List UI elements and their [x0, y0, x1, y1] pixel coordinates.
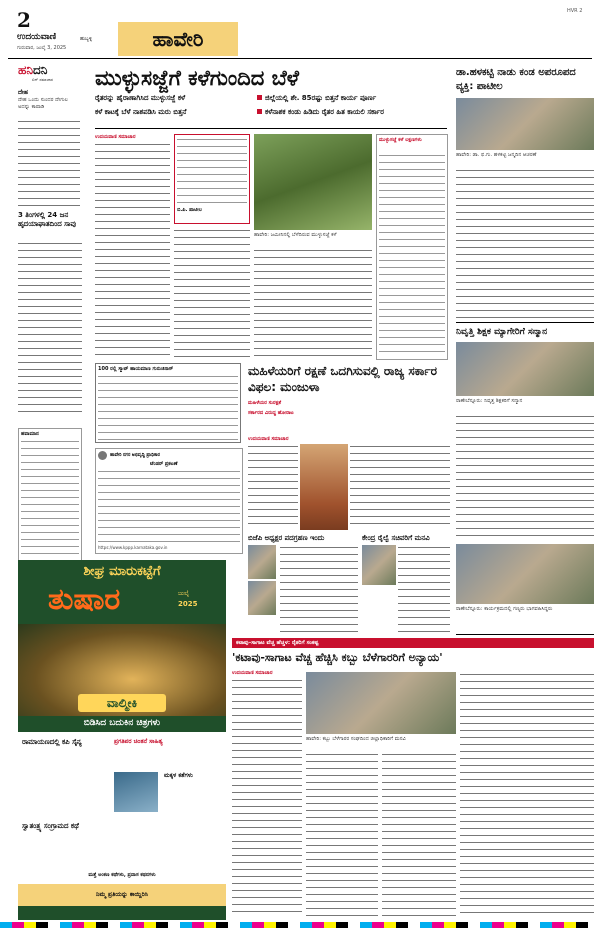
date-line: ಗುರುವಾರ, ಜುಲೈ 3, 2025 — [17, 45, 67, 51]
right-rule-1 — [456, 322, 594, 323]
subhead-bullet-2 — [257, 109, 262, 114]
tushara-strap: ಬಿಡಿಸಿದ ಬದುಕಿನ ಚಿತ್ರಗಳು — [83, 718, 161, 728]
right-story2-body — [456, 414, 594, 540]
bjp-headline: ಬಿಜೆಪಿ ಅಧ್ಯಕ್ಷರ ಪದಗ್ರಹಣ ಇಂದು — [248, 534, 325, 542]
right-caption-2: ರಾಣೇಬೆನ್ನೂರು: ನಿವೃತ್ತ ಶಿಕ್ಷಕರಿಗೆ ಸನ್ಮಾನ — [456, 398, 523, 404]
tender-org: ಹಾವೇರಿ ನಗರ ಅಭಿವೃದ್ಧಿ ಪ್ರಾಧಿಕಾರ — [110, 453, 161, 458]
lead-photo — [254, 134, 372, 230]
tushara-bottom: ಮತ್ತೆ ಅಂಕಣ ಕಥೆಗಳು, ಪ್ರವಾಸ ಕಥನಗಳು — [88, 872, 156, 878]
ad-strip-body — [98, 374, 238, 440]
railway-headline: ಕೇಂದ್ರ ರೈಲ್ವೆ ಸಚಿವರಿಗೆ ಮನವಿ — [362, 534, 430, 542]
lead-subheads — [95, 94, 447, 128]
tushara-promo-1: ರಾಮಾಯಣದಲ್ಲಿ ಕಪಿ ಸೈನ್ಯ — [22, 738, 82, 746]
railway-photo — [362, 545, 396, 585]
bottom-photo — [306, 672, 456, 734]
brand-name: ಉದಯವಾಣಿ — [17, 32, 57, 42]
right-photo-3 — [456, 544, 594, 604]
lead-col-1 — [95, 142, 170, 360]
women-col-1 — [248, 444, 298, 530]
lead-headline: ಮುಳ್ಳುಸಜ್ಜೆಗೆ ಕಳೆಗುಂದಿದ ಬೆಳೆ — [95, 66, 299, 90]
subhead-bullet-1 — [257, 95, 262, 100]
sidebar-logo — [18, 63, 82, 78]
lead-quote-box — [174, 134, 250, 224]
tushara-promo-4: ಮಕ್ಕಳ ಕತೆಗಳು — [164, 772, 193, 779]
tushara-footer: ನಿಮ್ಮ ಪ್ರತಿಯನ್ನು ಕಾಯ್ದಿರಿಸಿ — [96, 891, 148, 898]
women-photo — [300, 444, 348, 530]
railway-body — [398, 545, 450, 633]
subhead-3: ಕಳೆ ಕಾಟಕ್ಕೆ ಬೆಳೆ ನಾಶಪಡಿಸಿ ಮರು ಬಿತ್ತನೆ — [95, 108, 187, 116]
subhead-2: ಜಿಲ್ಲೆಯಲ್ಲಿ ಶೇ. 85ರಷ್ಟು ಬಿತ್ತನೆ ಕಾರ್ಯ ಪೂರ್ಣ — [265, 94, 377, 102]
lead-box-body — [379, 153, 445, 357]
tender-url: https://www.kppp.karnataka.gov.in — [98, 545, 168, 550]
bottom-photo-caption: ಹಾವೇರಿ: ಕಬ್ಬು ಬೆಳೆಗಾರರ ಸಂಘದಿಂದ ಜಿಲ್ಲಾಧಿಕಾರಿಗೆ ಮನವಿ — [306, 736, 406, 742]
right-caption-1: ಹಾವೇರಿ: ಡಾ. ಫ.ಗು. ಹಳಕಟ್ಟಿ ಜನ್ಮದಿನ ಆಚರಣೆ — [456, 152, 537, 158]
tender-emblem-icon — [98, 451, 107, 460]
bottom-col-1 — [232, 678, 302, 918]
logo-part-a: ಹನಿ — [18, 63, 33, 77]
lead-box — [376, 134, 448, 360]
weather-title: ಹವಾಮಾನ — [21, 431, 39, 437]
section-small: ಹುಬ್ಬಳ್ಳಿ — [80, 36, 93, 42]
bjp-body — [280, 545, 358, 633]
sidebar-story-title: 3 ತಿಂಗಳಲ್ಲಿ 24 ಜನ ಹೃದಯಾಘಾತದಿಂದ ಸಾವು — [18, 211, 77, 228]
women-pull-2: ಸರ್ಕಾರದ ವಿರುದ್ಧ ಹೋರಾಟ — [248, 410, 294, 416]
right-caption-3: ರಾಣೇಬೆನ್ನೂರು: ಕಾರ್ಯಕ್ರಮದಲ್ಲಿ ಗಣ್ಯರು ಭಾಗವಹಿಸಿದ್ದರು — [456, 606, 553, 612]
tushara-promo-2: ಪ್ರಗತಿಪರ ಚಿಂತನೆ ಸಾಹಿತ್ಯ — [114, 738, 163, 745]
header-rule — [8, 58, 592, 59]
tushara-promo-panel — [18, 732, 226, 906]
bottom-col-3 — [382, 752, 456, 918]
bjp-photo-2 — [248, 581, 276, 615]
page-header — [0, 0, 600, 58]
bottom-banner: ಕಟಾವು–ಸಾಗಾಟ ವೆಚ್ಚ ಹೆಚ್ಚಳ: ರೈತರಿಗೆ ಸಂಕಷ್ಟ — [232, 638, 594, 648]
women-byline: ಉದಯವಾಣಿ ಸಮಾಚಾರ — [248, 436, 289, 442]
right-story2-title: ನಿವೃತ್ತಿ ಶಿಕ್ಷಕ ಮ್ಯಾಗೇರಿಗೆ ಸನ್ಮಾನ — [456, 327, 548, 337]
tender-notice — [95, 448, 243, 554]
tushara-year: 2025 — [178, 600, 198, 608]
brief-body — [18, 119, 80, 207]
tushara-top: ಶೀಘ್ರ ಮಾರುಕಟ್ಟೆಗೆ — [83, 564, 161, 579]
bottom-col-2 — [306, 752, 378, 918]
women-col-2 — [350, 444, 450, 530]
tushara-feature: ವಾಲ್ಮೀಕಿ — [78, 694, 166, 712]
women-headline: ಮಹಿಳೆಯರಿಗೆ ರಕ್ಷಣೆ ಒದಗಿಸುವಲ್ಲಿ ರಾಜ್ಯ ಸರ್ಕಾರ ವಿಫಲ: ಮಂಜುಳಾ — [248, 364, 437, 394]
lead-quote-body — [177, 137, 247, 205]
lead-box-title: ಮುಳ್ಳುಸಜ್ಜೆ ಕಳೆ ಲಕ್ಷಣಗಳು — [379, 137, 422, 143]
lead-col-2 — [174, 228, 250, 360]
page-number: 2 — [17, 8, 31, 32]
women-pull-1: ಮಹಿಳೆಯರ ಸುರಕ್ಷತೆ — [248, 400, 282, 406]
subhead-1: ರೈತರನ್ನು ಹೈರಾಣಾಗಿಸಿದ ಮುಳ್ಳುಸಜ್ಜೆ ಕಳೆ — [95, 94, 186, 102]
lead-byline: ಉದಯವಾಣಿ ಸಮಾಚಾರ — [95, 134, 136, 140]
women-pull-box — [248, 400, 450, 434]
bottom-byline: ಉದಯವಾಣಿ ಸಮಾಚಾರ — [232, 670, 273, 676]
tushara-brand: ತುಷಾರ — [48, 582, 121, 617]
right-rule-2 — [456, 634, 594, 635]
registration-strip — [0, 922, 600, 928]
bottom-headline: 'ಕಟಾವು-ಸಾಗಾಟ ವೆಚ್ಚ ಹೆಚ್ಚಿಸಿ ಕಬ್ಬು ಬೆಳೆಗಾರರಿಗೆ ಅನ್ಯಾಯ' — [232, 651, 443, 664]
tushara-promo-image — [114, 772, 158, 812]
edition-code: HVR 2 — [567, 8, 583, 14]
district-banner: ಹಾವೇರಿ — [118, 22, 238, 56]
ad-strip — [95, 363, 241, 443]
tushara-footer-bar — [18, 884, 226, 906]
right-photo-1 — [456, 98, 594, 150]
tushara-month: ಜುಲೈ — [178, 590, 190, 597]
lead-photo-caption: ಹಾವೇರಿ: ಜಮೀನಿನಲ್ಲಿ ಬೆಳೆದಿರುವ ಮುಳ್ಳುಸಜ್ಜೆ ಕಳೆ — [254, 232, 337, 238]
tushara-ad — [18, 560, 226, 920]
sidebar — [18, 63, 82, 563]
brief-title: ದೇಹ — [18, 89, 29, 96]
logo-tag: ಏನ್ ಸಮಾಚಾರ — [32, 77, 53, 82]
ad-strip-text: 100 ರಲ್ಲಿ ಸ್ಮಾಟ್ ಹಾಯಮಾಣ ಗುರುಜಿನಾಸ್ — [98, 366, 174, 372]
subhead-4: ಕಳೆನಾಶಕ ಕಂಡು ಹಿಡಿದು ರೈತರ ಹಿತ ಕಾಯಲಿ ಸರ್ಕಾರ — [265, 108, 384, 116]
right-story1-title: ಡಾ.ಹಳಕಟ್ಟಿ ನಾಡು ಕಂಡ ಅಪರೂಪದ ವ್ಯಕ್ತಿ: ಪಾಟೀಲ — [456, 67, 576, 92]
tushara-promo-3: ಸ್ವಾತಂತ್ರ್ಯ ಸಂಗ್ರಾಮದ ಕಥೆ — [22, 822, 79, 830]
lead-col-3 — [254, 248, 372, 360]
brief-text: ದೇಹ ಒಂದು ಸುಂದರ ದೇಗುಲ ಅದನ್ನು ಕಾಪಾಡಿ — [18, 97, 69, 110]
bottom-col-4 — [460, 672, 594, 918]
bjp-photo-1 — [248, 545, 276, 579]
right-photo-2 — [456, 342, 594, 396]
logo-part-b: ದನಿ — [33, 63, 48, 77]
lead-rule — [95, 128, 447, 129]
right-story1-body — [456, 168, 594, 318]
sidebar-story-body — [18, 241, 82, 417]
lead-quote-name: ಬಿ.ಪಿ. ಪಾಟೀಲ — [177, 207, 203, 213]
tender-body — [98, 469, 240, 543]
tender-title: ಟೆಂಡರ್ ಪ್ರಕಟಣೆ — [150, 461, 178, 467]
